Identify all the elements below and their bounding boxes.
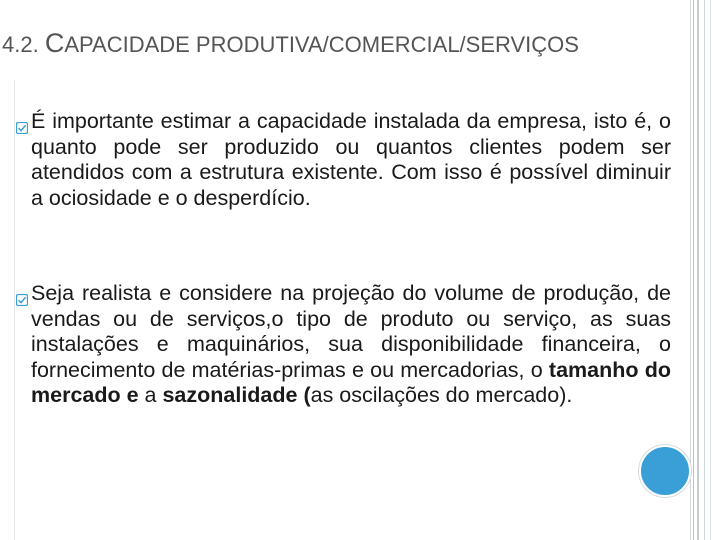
bullet-item xyxy=(31,281,671,409)
title-rest: APACIDADE PRODUTIVA/COMERCIAL/SERVIÇOS xyxy=(64,32,579,57)
bullet-text-bold: sazonalidade ( xyxy=(162,383,311,407)
bullet-text: É importante estimar a capacidade instalada da empresa, isto é, o quanto pode ser produzido ou quantos clientes podem ser atendidos com a estrutura existente. Com isso é possível diminuir a ociosidade e o desperdício. xyxy=(31,109,671,210)
bullet-item xyxy=(31,109,671,211)
decorative-line xyxy=(14,80,15,540)
decorative-line xyxy=(697,0,699,540)
bullet-text: as oscilações do mercado). xyxy=(310,383,573,407)
bullet-text-bold: tamanho do mercado e xyxy=(31,357,671,407)
title-prefix: 4.2. xyxy=(2,32,45,57)
slide-title xyxy=(2,30,710,57)
checkbox-bullet-icon xyxy=(16,115,28,127)
decorative-line xyxy=(710,0,711,540)
bullet-text: Seja realista e considere na projeção do volume de produção, de vendas ou de serviços,o tipo de produto ou serviço, as suas instalações e maquinários, sua disponibilidade financeira, o fornecimento de matérias-primas e ou mercadorias, o xyxy=(31,281,671,382)
blue-circle-icon xyxy=(639,445,691,497)
decorative-line xyxy=(693,0,694,540)
decorative-line xyxy=(690,0,691,540)
title-initial: C xyxy=(44,28,65,58)
decorative-line xyxy=(704,0,705,540)
bullet-text: a xyxy=(138,383,163,407)
checkbox-bullet-icon xyxy=(16,287,28,299)
